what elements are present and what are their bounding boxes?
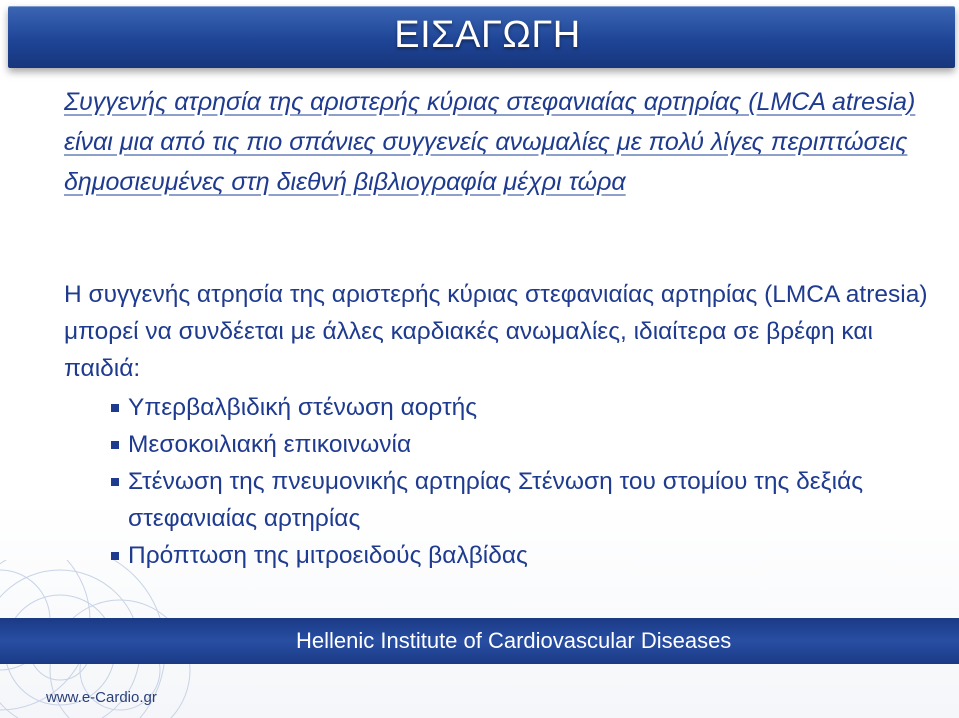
square-bullet-icon [111,404,119,412]
institute-name: Hellenic Institute of Cardiovascular Diseases [296,628,732,653]
list-item [108,389,954,426]
list-item-text: Μεσοκοιλιακή επικοινωνία [128,431,412,458]
intro-paragraph: Συγγενής ατρησία της αριστερής κύριας στεφανιαίας αρτηρίας (LMCA atresia) είναι μια από τις πιο σπάνιες συγγενείς ανωμαλίες με πολύ λίγες περιπτώσεις δημοσιευμένες στη διεθνή βιβλιογραφία μέχρι τώρα [64,88,916,196]
slide-title: ΕΙΣΑΓΩΓΗ [394,14,581,56]
anomaly-list [108,389,954,574]
square-bullet-icon [111,441,119,449]
list-item-text: Στένωση της πνευμονικής αρτηρίας Στένωση του στομίου της δεξιάς στεφανιαίας αρτηρίας [128,468,864,532]
list-item-text: Υπερβαλβιδική στένωση αορτής [128,394,478,421]
website-link[interactable]: www.e-Cardio.gr [46,689,157,706]
footer-bar [0,618,959,664]
list-item-text: Πρόπτωση της μιτροειδούς βαλβίδας [128,542,528,569]
square-bullet-icon [111,478,119,486]
square-bullet-icon [111,552,119,560]
title-bar [8,6,955,68]
body-paragraph: Η συγγενής ατρησία της αριστερής κύριας στεφανιαίας αρτηρίας (LMCA atresia) μπορεί να συνδέεται με άλλες καρδιακές ανωμαλίες, ιδιαίτερα σε βρέφη και παιδιά: [64,281,928,382]
list-item [108,426,954,463]
list-item [108,463,954,537]
